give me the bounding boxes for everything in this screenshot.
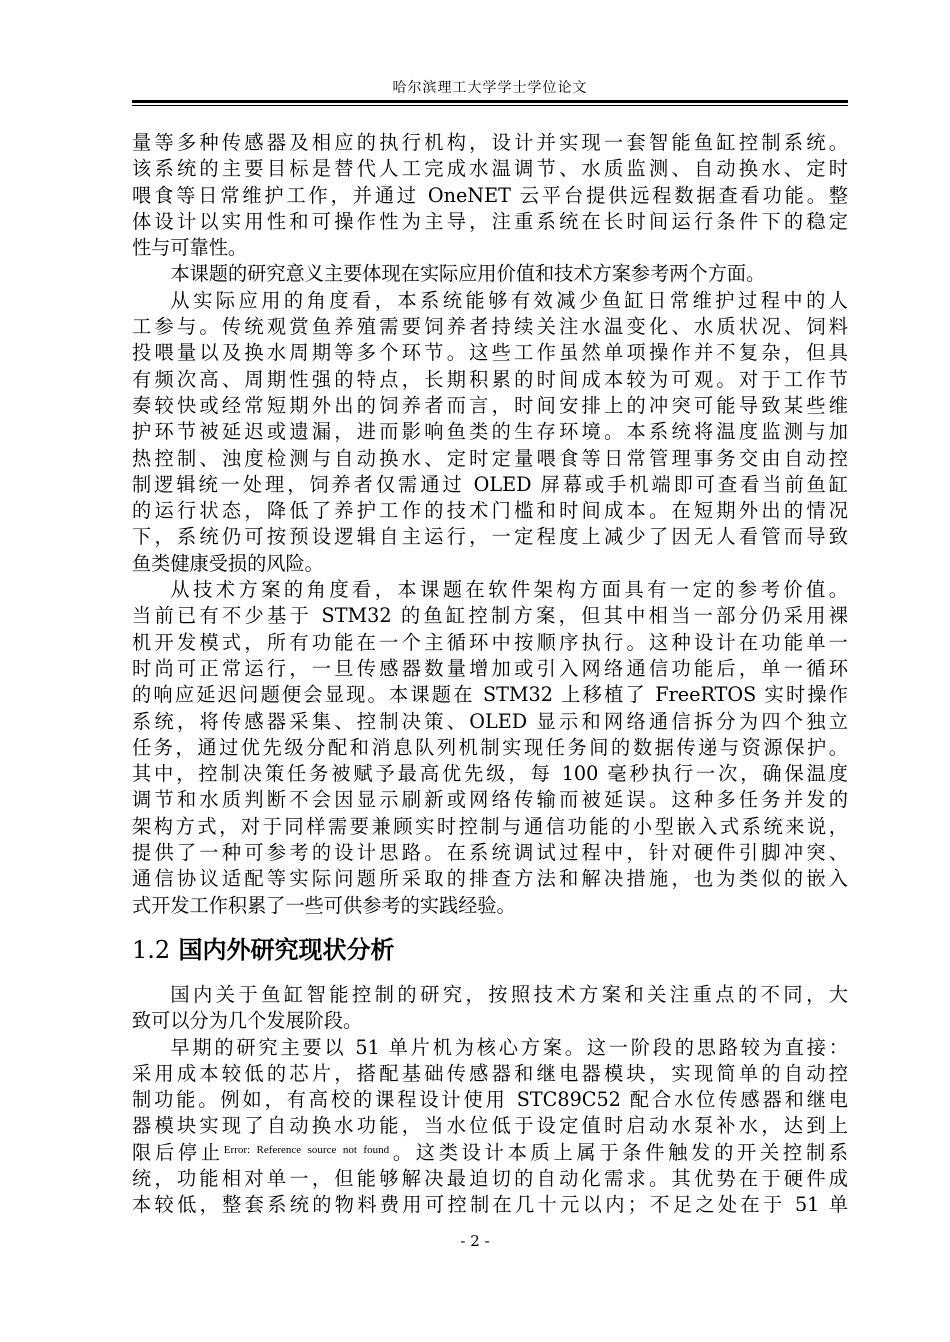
text-line: 的响应延迟问题便会显现。本课题在 STM32 上移植了 FreeRTOS 实时操作 [132,683,848,707]
text-line: 早期的研究主要以 51 单片机为核心方案。这一阶段的思路较为直接： [170,1035,848,1059]
text-line: 从实际应用的角度看，本系统能够有效减少鱼缸日常维护过程中的人 [170,288,848,312]
paragraph [132,982,848,1035]
text-line: 体设计以实用性和可操作性为主导，注重系统在长时间运行条件下的稳定 [132,209,848,233]
paragraph [132,577,848,919]
text-line: 式开发工作积累了一些可供参考的实践经验。 [132,893,516,917]
text-segment: 。这类设计本质上属于条件触发的开关控制系 [389,1140,848,1164]
text-line: 任务，通过优先级分配和消息队列机制实现任务间的数据传递与资源保护。 [132,735,848,759]
text-line: 投喂量以及换水周期等多个环节。这些工作虽然单项操作并不复杂，但具 [132,341,848,365]
page-number: - 2 - [460,1232,490,1250]
text-line: 热控制、浊度检测与自动换水、定时定量喂食等日常管理事务交由自动控 [132,446,848,470]
text-segment: 限后停止 [132,1140,224,1164]
text-line: 采用成本较低的芯片，搭配基础传感器和继电器模块，实现简单的自动控 [132,1061,848,1085]
reference-error: Error: Reference source not found [223,1143,390,1156]
text-line: 量等多种传感器及相应的执行机构，设计并实现一套智能鱼缸控制系统。 [132,131,848,154]
text-line: 护环节被延迟或遗漏，进而影响鱼类的生存环境。本系统将温度监测与加 [132,420,848,444]
paragraph [132,261,848,287]
section-heading [132,934,395,966]
text-line: 调节和水质判断不会因显示刷新或网络传输而被延误。这种多任务并发的 [132,788,848,812]
text-line: 的运行状态，降低了养护工作的技术门槛和时间成本。在短期外出的情况 [132,499,848,523]
text-line: 提供了一种可参考的设计思路。在系统调试过程中，针对硬件引脚冲突、 [132,841,848,865]
text-line: 鱼类健康受损的风险。 [132,551,324,575]
section-number: 1.2 [132,936,171,964]
section-title: 国内外研究现状分析 [178,936,395,964]
paragraph [132,130,848,261]
text-line-with-reference [132,1140,848,1166]
paragraph [132,1035,848,1219]
text-line: 当前已有不少基于 STM32 的鱼缸控制方案，但其中相当一部分仍采用裸 [132,604,848,628]
text-line: 喂食等日常维护工作，并通过 OneNET 云平台提供远程数据查看功能。整 [132,183,848,207]
running-header: 哈尔滨理工大学学士学位论文 [392,80,588,96]
text-line: 工参与。传统观赏鱼养殖需要饲养者持续关注水温变化、水质状况、饲料 [132,315,848,339]
paragraph [132,288,848,577]
text-line: 本较低，整套系统的物料费用可控制在几十元以内；不足之处在于 51 单 [132,1193,848,1217]
text-line: 制功能。例如，有高校的课程设计使用 STC89C52 配合水位传感器和继电 [132,1088,848,1112]
text-line: 器模块实现了自动换水功能，当水位低于设定值时启动水泵补水，达到上 [132,1114,848,1138]
text-line: 制逻辑统一处理，饲养者仅需通过 OLED 屏幕或手机端即可查看当前鱼缸 [132,472,848,496]
header-rule-thick [132,100,848,103]
text-line: 性与可靠性。 [132,236,248,260]
text-line: 架构方式，对于同样需要兼顾实时控制与通信功能的小型嵌入式系统来说， [132,814,848,838]
text-line: 国内关于鱼缸智能控制的研究，按照技术方案和关注重点的不同，大 [170,983,848,1006]
text-line: 通信协议适配等实际问题所采取的排查方法和解决措施，也为类似的嵌入 [132,867,848,891]
text-line: 时尚可正常运行，一旦传感器数量增加或引入网络通信功能后，单一循环 [132,656,848,680]
text-line: 有频次高、周期性强的特点，长期积累的时间成本较为可观。对于工作节 [132,367,848,391]
section-2-body [132,982,848,1219]
text-line: 本课题的研究意义主要体现在实际应用价值和技术方案参考两个方面。 [170,262,766,286]
text-line: 机开发模式，所有功能在一个主循环中按顺序执行。这种设计在功能单一 [132,630,848,654]
text-line: 其中，控制决策任务被赋予最高优先级，每 100 毫秒执行一次，确保温度 [132,762,848,786]
text-line: 统，功能相对单一，但能够解决最迫切的自动化需求。其优势在于硬件成 [132,1167,848,1191]
text-line: 下，系统仍可按预设逻辑自主运行，一定程度上减少了因无人看管而导致 [132,525,848,549]
text-line: 从技术方案的角度看，本课题在软件架构方面具有一定的参考价值。 [170,578,848,602]
text-line: 系统，将传感器采集、控制决策、OLED 显示和网络通信拆分为四个独立 [132,709,848,733]
text-line: 致可以分为几个发展阶段。 [132,1009,363,1033]
text-line: 奏较快或经常短期外出的饲养者而言，时间安排上的冲突可能导致某些维 [132,393,848,417]
text-line: 该系统的主要目标是替代人工完成水温调节、水质监测、自动换水、定时 [132,157,848,181]
header-rule-thin [132,105,848,106]
section-1-body [132,130,848,919]
